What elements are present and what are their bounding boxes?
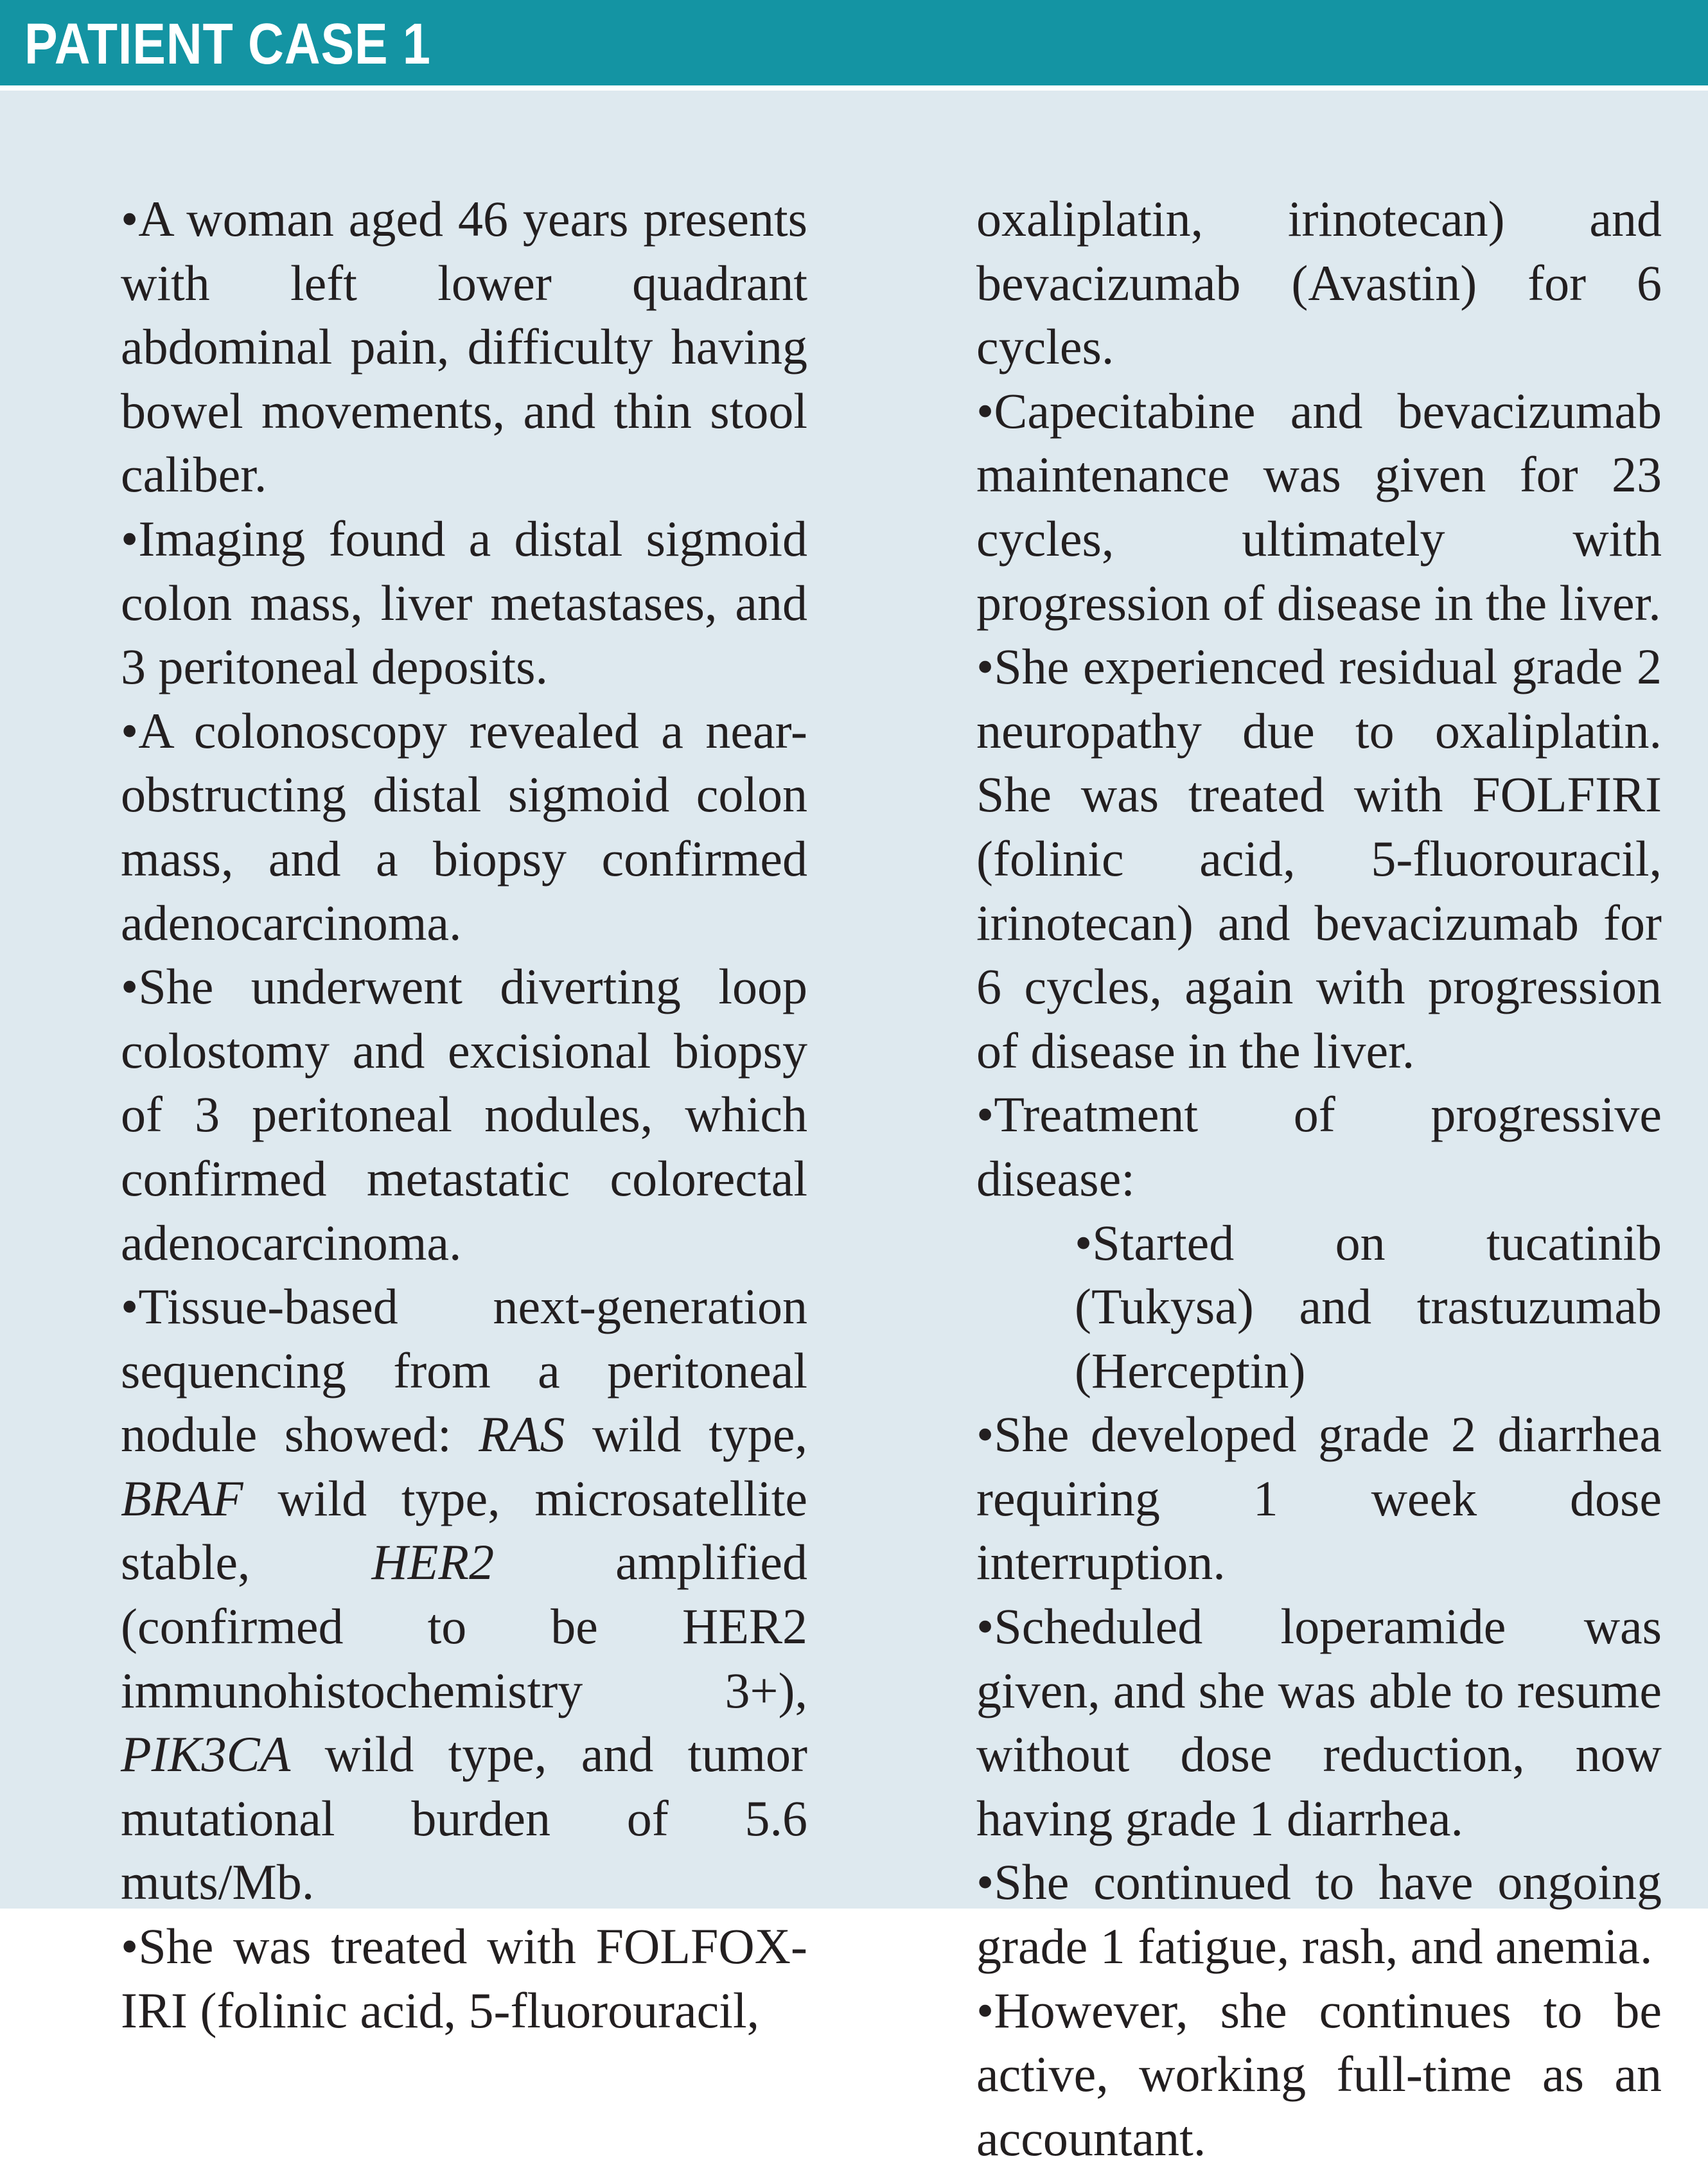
gene-name: BRAF	[121, 1470, 243, 1526]
list-item	[929, 1402, 1662, 1594]
bullet-text: A woman aged 46 years presents with left lower quadrant abdominal pain, difficulty having bowel movements, and thin stool caliber.	[121, 191, 807, 503]
bullet-text: She experienced residual grade 2 neuropathy due to oxaliplatin. She was treated with FOLFIRI (folinic acid, 5-fluorouracil, irinotecan) and bevacizumab for 6 cycles, again with progression of disease in the liver.	[976, 639, 1662, 1079]
bullet-text: Treatment of progressive disease:	[976, 1086, 1662, 1206]
bullet-text: However, she continues to be active, working full-time as an accountant.	[976, 1982, 1662, 2166]
bullet-text: Started on tucatinib (Tukysa) and trastuzumab (Herceptin)	[1075, 1214, 1662, 1398]
left-bullet-list	[74, 187, 807, 2042]
list-item	[74, 507, 807, 699]
bullet-text: Scheduled loperamide was given, and she was able to resume without dose reduction, now having grade 1 diarrhea.	[976, 1598, 1662, 1846]
case-title: PATIENT CASE 1	[24, 12, 431, 76]
bullet-text: She underwent diverting loop colostomy and excisional biopsy of 3 peritoneal nodules, which confirmed metastatic colorectal adenocarcinoma.	[121, 958, 807, 1271]
list-item	[929, 1594, 1662, 1850]
bullet-text: wild type,	[565, 1406, 807, 1463]
list-item	[929, 1082, 1662, 1402]
bullet-text: wild type, and tumor mutational burden of 5.6 muts/Mb.	[121, 1726, 807, 1910]
bullet-text: Capecitabine and bevacizumab maintenance was given for 23 cycles, ultimately with progression of disease in the liver.	[976, 382, 1662, 631]
bullet-icon: •	[121, 191, 139, 247]
bullet-icon: •	[976, 1854, 994, 1910]
bullet-icon: •	[121, 702, 139, 759]
gene-name: RAS	[479, 1406, 565, 1463]
bullet-text: She continued to have ongoing grade 1 fatigue, rash, and anemia.	[976, 1854, 1662, 1975]
case-panel	[0, 91, 1708, 2166]
gene-name: PIK3CA	[121, 1726, 291, 1783]
bullet-icon: •	[121, 958, 139, 1015]
bullet-icon: •	[976, 382, 994, 439]
bullet-text: wild type, microsatellite stable,	[121, 1470, 807, 1591]
list-item	[74, 1275, 807, 1914]
bullet-icon: •	[976, 1086, 994, 1143]
list-item	[929, 1979, 1662, 2170]
case-header	[0, 0, 1708, 85]
continued-bullet-text: oxaliplatin, irinotecan) and bevacizumab (Avastin) for 6 cycles.	[976, 191, 1662, 375]
bullet-icon: •	[1075, 1214, 1093, 1271]
bullet-icon: •	[121, 1278, 139, 1335]
right-bullet-list	[929, 187, 1662, 2170]
list-item	[74, 187, 807, 507]
bullet-text: Tissue-based next-generation sequencing from a peritoneal nodule showed:	[121, 1278, 807, 1463]
bullet-icon: •	[121, 510, 139, 567]
list-item	[74, 1914, 807, 2042]
bullet-icon: •	[976, 1598, 994, 1655]
bullet-icon: •	[976, 1982, 994, 2038]
bullet-text: Imaging found a distal sigmoid colon mass, liver metastases, and 3 peritoneal deposits.	[121, 510, 807, 695]
bullet-text: amplified (confirmed to be HER2 immunohistochemistry 3+),	[121, 1534, 807, 1718]
left-column	[74, 187, 807, 2042]
list-item	[929, 1850, 1662, 1978]
gene-name: HER2	[371, 1534, 495, 1591]
bullet-text: She was treated with FOLFOX-IRI (folinic acid, 5-fluorouracil,	[121, 1918, 807, 2038]
bullet-text: She developed grade 2 diarrhea requiring 1 week dose interruption.	[976, 1406, 1662, 1591]
bullet-text: A colonoscopy revealed a near-obstructing distal sigmoid colon mass, and a biopsy confirmed adenocarcinoma.	[121, 702, 807, 951]
bullet-icon: •	[121, 1918, 139, 1975]
list-item	[74, 699, 807, 955]
sub-list-item	[1028, 1211, 1662, 1403]
list-item	[929, 635, 1662, 1082]
bullet-icon: •	[976, 639, 994, 695]
list-item	[74, 955, 807, 1275]
bullet-icon: •	[976, 1406, 994, 1463]
list-item	[929, 379, 1662, 635]
sub-bullet-list	[1028, 1211, 1662, 1403]
right-column	[929, 187, 1662, 2170]
